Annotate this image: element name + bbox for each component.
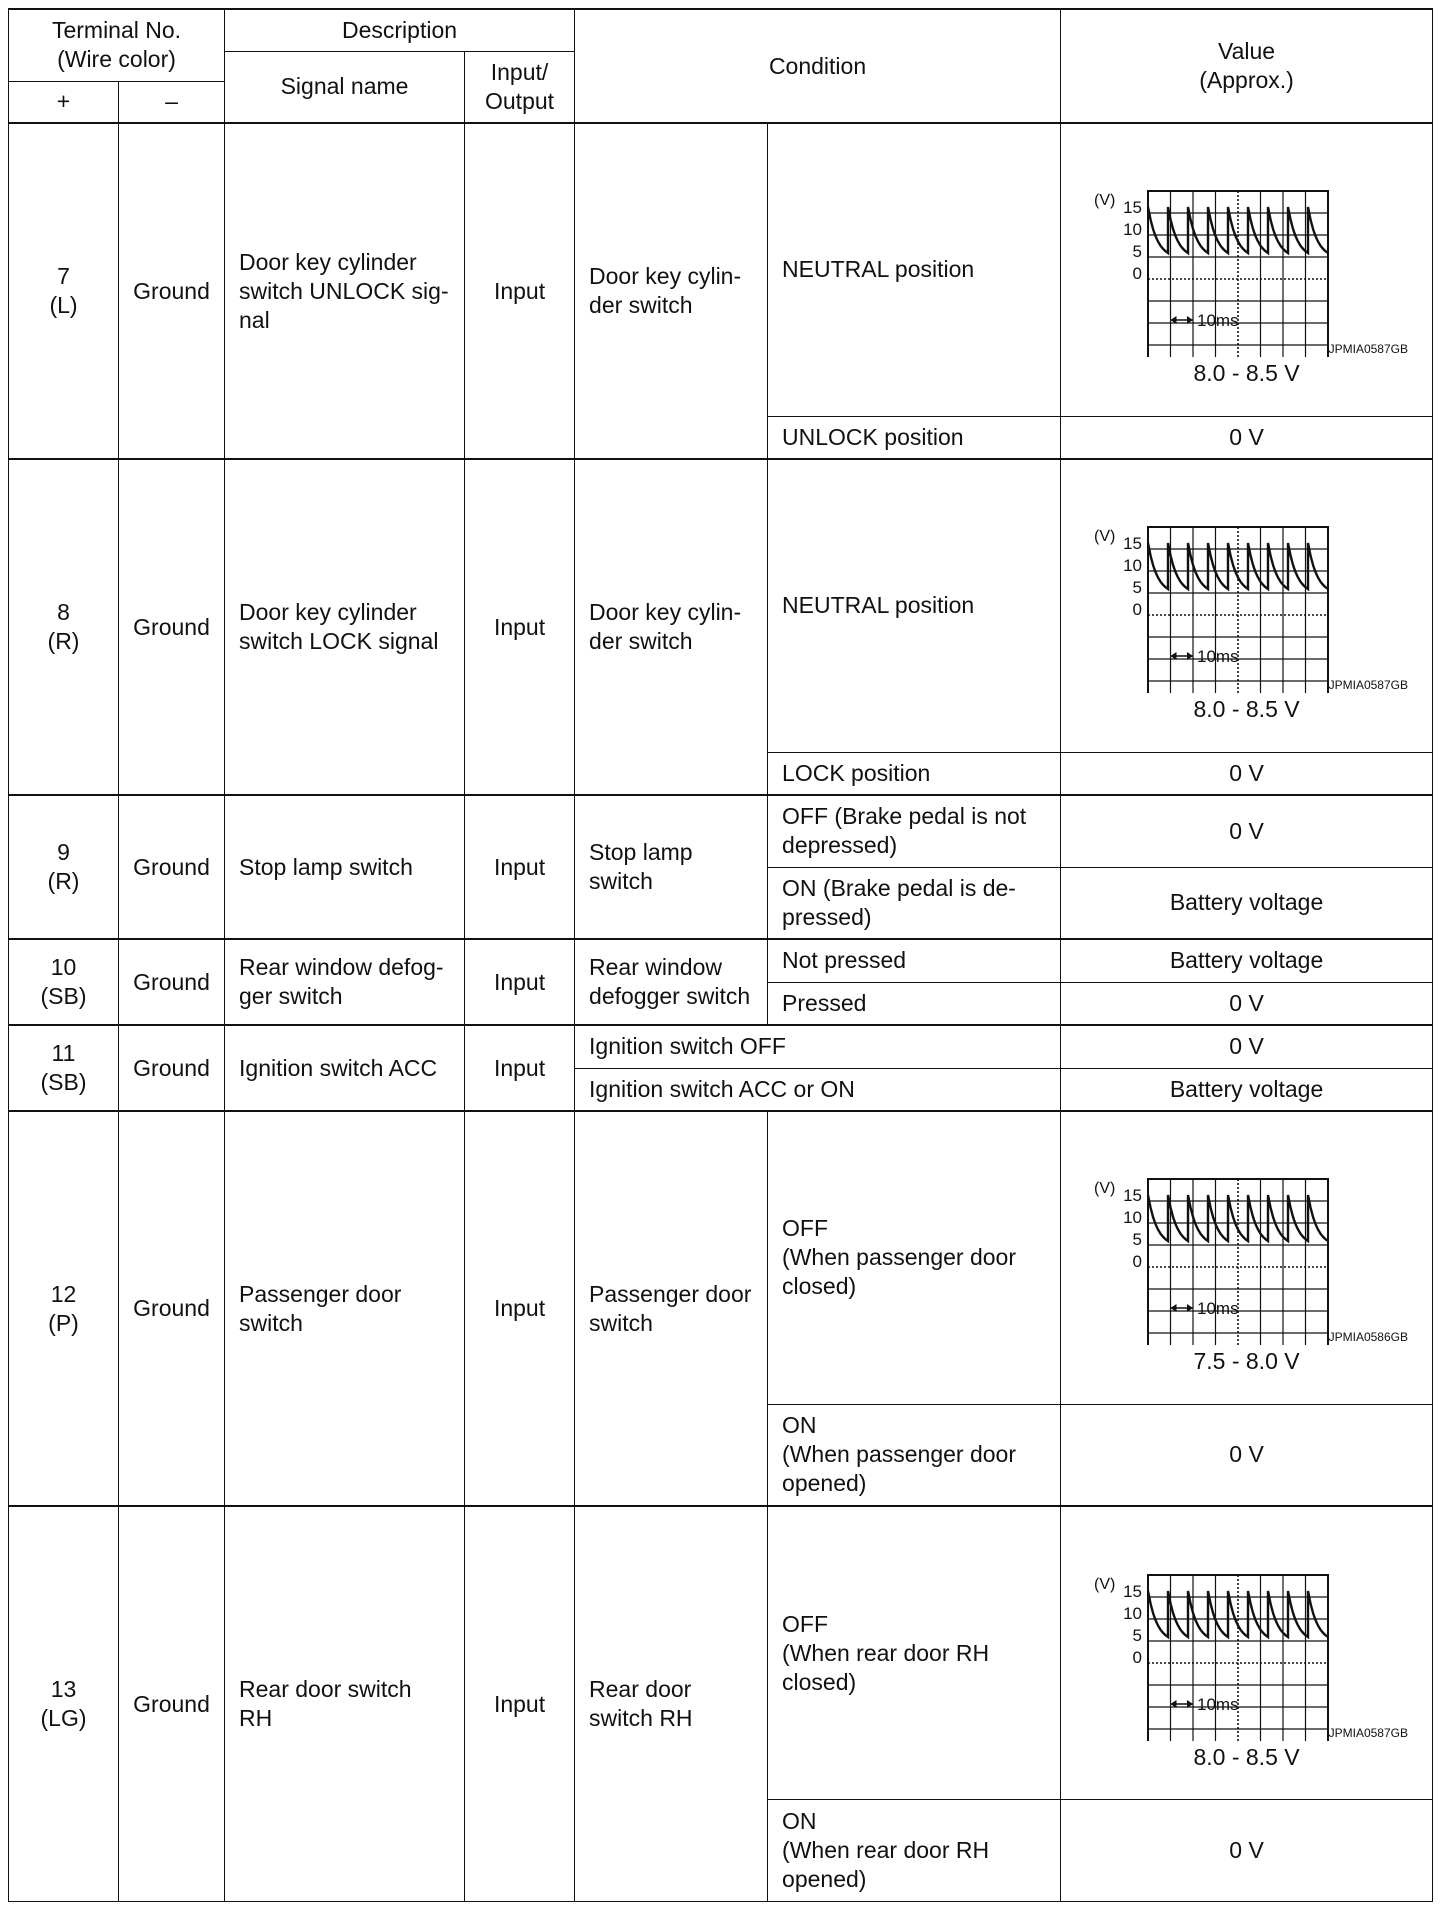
value-cell: 0 V (1061, 982, 1433, 1025)
header-description: Description (225, 9, 575, 51)
value-waveform-cell (1061, 459, 1433, 752)
y-tick-label: 0 (1132, 600, 1142, 620)
condition-cell: OFF (Brake pedal is not depressed) (768, 795, 1061, 867)
waveform-trace (1148, 1195, 1328, 1241)
terminal-cell: 9 (R) (9, 795, 119, 939)
condition-cell: Ignition switch OFF (575, 1025, 1061, 1068)
y-tick-label: 15 (1122, 198, 1142, 218)
value-text: 8.0 - 8.5 V (1193, 1743, 1300, 1770)
oscilloscope-figure (1094, 1575, 1408, 1741)
condition-main-cell: Passenger door switch (575, 1111, 768, 1506)
voltage-waveform (1082, 151, 1412, 357)
condition-cell: NEUTRAL position (768, 123, 1061, 416)
waveform-trace (1148, 1591, 1328, 1637)
header-minus: – (119, 81, 225, 123)
value-text: 7.5 - 8.0 V (1193, 1348, 1300, 1375)
condition-main-cell: Door key cylin- der switch (575, 123, 768, 459)
ground-cell: Ground (119, 939, 225, 1025)
io-cell: Input (465, 1025, 575, 1111)
condition-cell: Ignition switch ACC or ON (575, 1068, 1061, 1111)
time-scale-label: 10ms (1196, 1299, 1239, 1319)
oscilloscope-figure (1094, 191, 1408, 357)
figure-id-label: JPMIA0586GB (1328, 1330, 1408, 1345)
value-text: 8.0 - 8.5 V (1193, 360, 1300, 387)
ground-cell: Ground (119, 1506, 225, 1901)
table-row (9, 939, 1433, 982)
condition-cell: UNLOCK position (768, 416, 1061, 459)
ground-cell: Ground (119, 459, 225, 795)
header-signal-name: Signal name (225, 51, 465, 123)
value-cell: Battery voltage (1061, 939, 1433, 982)
condition-cell: ON (When passenger door opened) (768, 1404, 1061, 1506)
figure-id-label: JPMIA0587GB (1328, 678, 1408, 693)
y-tick-label: 0 (1132, 1647, 1142, 1667)
value-waveform-cell (1061, 123, 1433, 416)
io-cell: Input (465, 795, 575, 939)
voltage-waveform (1082, 1139, 1412, 1345)
value-text: 8.0 - 8.5 V (1193, 696, 1300, 723)
signal-name-cell: Ignition switch ACC (225, 1025, 465, 1111)
figure-id-label: JPMIA0587GB (1328, 342, 1408, 357)
y-tick-label: 10 (1122, 556, 1142, 576)
y-tick-label: 15 (1122, 1581, 1142, 1601)
y-tick-label: 15 (1122, 1186, 1142, 1206)
value-waveform-cell (1061, 1506, 1433, 1799)
value-cell: 0 V (1061, 1404, 1433, 1506)
ground-cell: Ground (119, 795, 225, 939)
signal-name-cell: Rear door switch RH (225, 1506, 465, 1901)
value-cell: 0 V (1061, 1025, 1433, 1068)
terminal-cell: 13 (LG) (9, 1506, 119, 1901)
signal-name-cell: Rear window defog- ger switch (225, 939, 465, 1025)
signal-name-cell: Stop lamp switch (225, 795, 465, 939)
table-row (9, 1506, 1433, 1799)
condition-main-cell: Door key cylin- der switch (575, 459, 768, 795)
value-cell: 0 V (1061, 752, 1433, 795)
condition-cell: ON (Brake pedal is de- pressed) (768, 867, 1061, 939)
y-tick-label: 5 (1132, 578, 1142, 598)
io-cell: Input (465, 1506, 575, 1901)
y-tick-label: 10 (1122, 1603, 1142, 1623)
table-row (9, 1111, 1433, 1404)
waveform-trace (1148, 543, 1328, 589)
condition-cell: OFF (When passenger door closed) (768, 1111, 1061, 1404)
io-cell: Input (465, 459, 575, 795)
condition-cell: Pressed (768, 982, 1061, 1025)
y-tick-label: 5 (1132, 1230, 1142, 1250)
signal-name-cell: Door key cylinder switch UNLOCK sig- nal (225, 123, 465, 459)
terminal-cell: 8 (R) (9, 459, 119, 795)
y-tick-label: 15 (1122, 534, 1142, 554)
voltage-waveform (1082, 1535, 1412, 1741)
value-cell: Battery voltage (1061, 1068, 1433, 1111)
io-cell: Input (465, 1111, 575, 1506)
time-scale-label: 10ms (1196, 311, 1239, 331)
terminal-table (8, 8, 1433, 1902)
condition-cell: ON (When rear door RH opened) (768, 1799, 1061, 1901)
figure-id-label: JPMIA0587GB (1328, 1725, 1408, 1740)
header-condition: Condition (575, 9, 1061, 123)
y-unit-label: (V) (1093, 1180, 1115, 1198)
header-terminal-no: Terminal No. (Wire color) (9, 9, 225, 81)
condition-main-cell: Rear door switch RH (575, 1506, 768, 1901)
terminal-cell: 10 (SB) (9, 939, 119, 1025)
table-row (9, 459, 1433, 752)
value-cell: 0 V (1061, 1799, 1433, 1901)
table-row (9, 123, 1433, 416)
header-input-output: Input/ Output (465, 51, 575, 123)
condition-cell: NEUTRAL position (768, 459, 1061, 752)
y-unit-label: (V) (1093, 192, 1115, 210)
header-plus: + (9, 81, 119, 123)
voltage-waveform (1082, 487, 1412, 693)
value-cell: Battery voltage (1061, 867, 1433, 939)
y-tick-label: 10 (1122, 1208, 1142, 1228)
table-row (9, 1025, 1433, 1068)
value-waveform-cell (1061, 1111, 1433, 1404)
y-tick-label: 5 (1132, 242, 1142, 262)
terminal-cell: 11 (SB) (9, 1025, 119, 1111)
header-value: Value (Approx.) (1061, 9, 1433, 123)
waveform-trace (1148, 207, 1328, 253)
time-scale-label: 10ms (1196, 647, 1239, 667)
y-tick-label: 0 (1132, 1252, 1142, 1272)
y-unit-label: (V) (1093, 528, 1115, 546)
io-cell: Input (465, 939, 575, 1025)
y-tick-label: 5 (1132, 1625, 1142, 1645)
condition-cell: LOCK position (768, 752, 1061, 795)
oscilloscope-figure (1094, 527, 1408, 693)
condition-main-cell: Rear window defogger switch (575, 939, 768, 1025)
ground-cell: Ground (119, 123, 225, 459)
condition-main-cell: Stop lamp switch (575, 795, 768, 939)
value-cell: 0 V (1061, 416, 1433, 459)
terminal-cell: 12 (P) (9, 1111, 119, 1506)
y-tick-label: 0 (1132, 264, 1142, 284)
signal-name-cell: Passenger door switch (225, 1111, 465, 1506)
condition-cell: OFF (When rear door RH closed) (768, 1506, 1061, 1799)
signal-name-cell: Door key cylinder switch LOCK signal (225, 459, 465, 795)
condition-cell: Not pressed (768, 939, 1061, 982)
y-tick-label: 10 (1122, 220, 1142, 240)
oscilloscope-figure (1094, 1179, 1408, 1345)
value-cell: 0 V (1061, 795, 1433, 867)
io-cell: Input (465, 123, 575, 459)
y-unit-label: (V) (1093, 1575, 1115, 1593)
terminal-cell: 7 (L) (9, 123, 119, 459)
ground-cell: Ground (119, 1025, 225, 1111)
time-scale-label: 10ms (1196, 1694, 1239, 1714)
table-row (9, 795, 1433, 867)
ground-cell: Ground (119, 1111, 225, 1506)
